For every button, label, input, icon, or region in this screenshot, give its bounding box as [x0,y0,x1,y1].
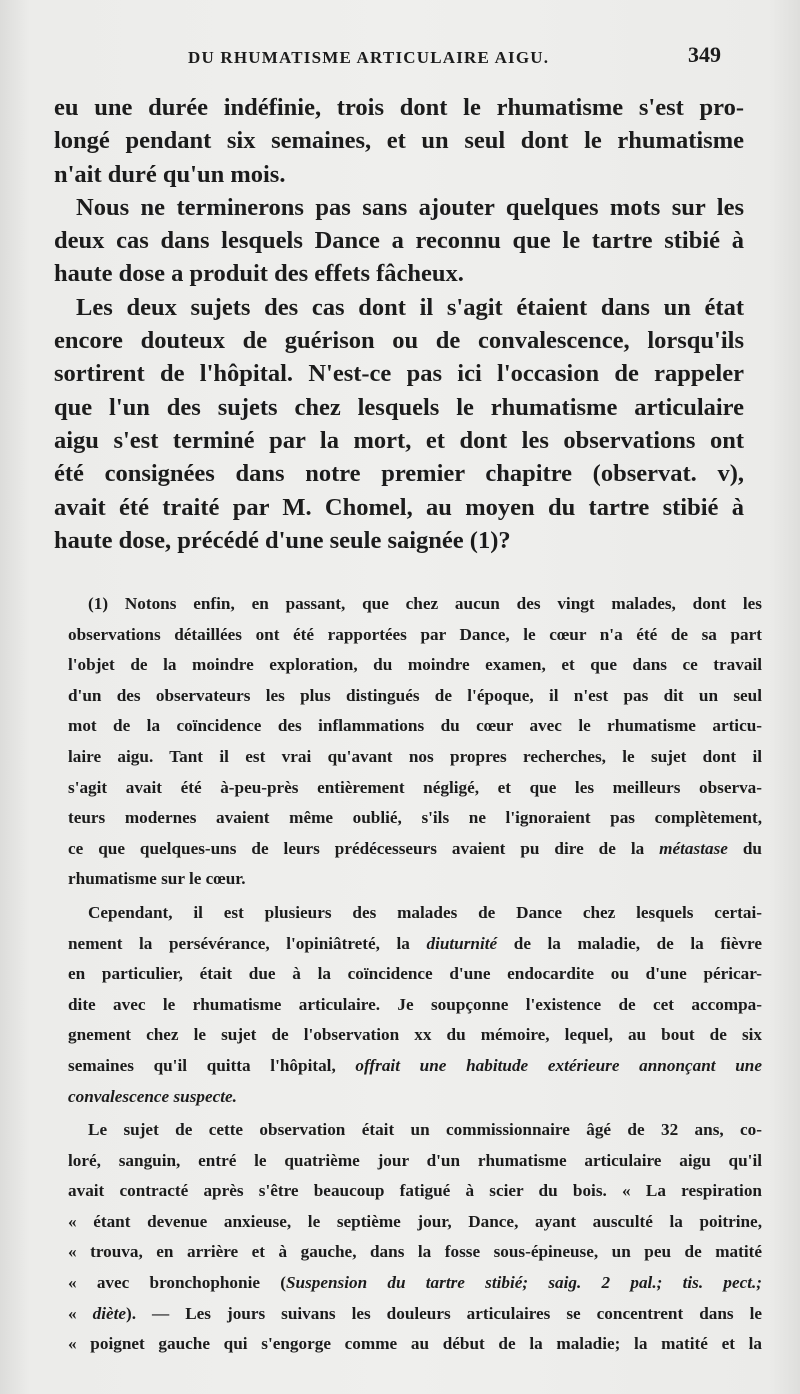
footnote-line: rhumatisme sur le cœur. [68,869,246,889]
text-line: encore douteux de guérison ou de convalescence, lorsqu'ils [54,327,744,355]
text-line: aigu s'est terminé par la mort, et dont les observations ont [54,426,744,454]
text-line: deux cas dans lesquels Dance a reconnu que le tartre stibié à [54,227,744,255]
footnote-text: de la maladie, de la fièvre [497,933,762,953]
footnote-line: « étant devenue anxieuse, le septième jour, Dance, ayant ausculté la poitrine, [68,1211,762,1231]
text-line: Les deux sujets des cas dont il s'agit étaient dans un état [76,293,744,321]
footnote [68,594,762,1365]
footnote-line: laire aigu. Tant il est vrai qu'avant nos propres recherches, le sujet dont il [68,746,762,766]
footnote-line: l'objet de la moindre exploration, du moindre examen, et que dans ce travail [68,655,762,675]
footnote-line: mot de la coïncidence des inflammations du cœur avec le rhumatisme articu- [68,716,762,736]
text-line: que l'un des sujets chez lesquels le rhumatisme articulaire [54,393,744,421]
footnote-line [68,1087,762,1118]
footnote-text: ce que quelques-uns de leurs prédécesseurs avaient pu dire de la [68,838,660,858]
text-line: longé pendant six semaines, et un seul dont le rhumatisme [54,127,744,155]
footnote-text: nement la persévérance, l'opiniâtreté, la [68,933,427,953]
footnote-line: « trouva, en arrière et à gauche, dans la fosse sous-épineuse, un peu de matité [68,1242,762,1262]
text-line: avait été traité par M. Chomel, au moyen du tartre stibié à [54,493,744,521]
text-line: haute dose a produit des effets fâcheux. [54,260,464,288]
footnote-line: Cependant, il est plusieurs des malades de Dance chez lesquels certai- [88,902,762,922]
footnote-line: en particulier, était due à la coïncidence d'une endocardite ou d'une péricar- [68,964,762,984]
footnote-text: du [727,838,762,858]
text-line: n'ait duré qu'un mois. [54,160,286,188]
footnote-text: « [68,1303,93,1323]
footnote-line: teurs modernes avaient même oublié, s'ils ne l'ignoraient pas complètement, [68,808,762,828]
footnote-text: semaines qu'il quitta l'hôpital, [68,1055,356,1075]
footnote-line: « poignet gauche qui s'engorge comme au début de la maladie; la matité et la [68,1334,762,1354]
footnote-italic: offrait une habitude extérieure annonçant une [355,1055,762,1075]
footnote-italic: Suspension du tartre stibié; saig. 2 pal.; tis. pect.; [285,1273,762,1293]
text-line: été consignées dans notre premier chapitre (observat. v), [54,460,744,488]
footnote-text: ). — Les jours suivans les douleurs articulaires se concentrent dans le [126,1303,762,1323]
text-line: eu une durée indéfinie, trois dont le rhumatisme s'est pro- [54,94,744,121]
text-line: Nous ne terminerons pas sans ajouter quelques mots sur les [76,193,744,221]
footnote-italic: diuturnité [426,933,498,953]
footnote-line: avait contracté après s'être beaucoup fatigué à scier du bois. « La respiration [68,1181,762,1201]
footnote-italic: diète [92,1303,126,1323]
text-line: haute dose, précédé d'une seule saignée (1)? [54,526,511,554]
footnote-line: observations détaillées ont été rapportées par Dance, le cœur n'a été de sa part [68,624,762,644]
footnote-italic: convalescence suspecte. [68,1086,237,1106]
footnote-line: d'un des observateurs les plus distingués de l'époque, il n'est pas dit un seul [68,685,762,705]
footnote-line: gnement chez le sujet de l'observation xx du mémoire, lequel, au bout de six [68,1025,762,1045]
page-header [0,42,800,74]
footnote-line: s'agit avait été à-peu-près entièrement négligé, et que les meilleurs observa- [68,777,762,797]
footnote-line [68,1273,762,1304]
footnote-line: (1) Notons enfin, en passant, que chez aucun des vingt malades, dont les [88,594,762,613]
page-number: 349 [688,42,721,67]
running-title: DU RHUMATISME ARTICULAIRE AIGU. [188,48,550,67]
footnote-line [68,839,762,870]
footnote-line: Le sujet de cette observation était un commissionnaire âgé de 32 ans, co- [88,1120,762,1140]
footnote-line [68,1304,762,1335]
text-line: sortirent de l'hôpital. N'est-ce pas ici l'occasion de rappeler [54,360,744,388]
footnote-line [68,1056,762,1087]
footnote-text: « avec bronchophonie ( [68,1273,286,1293]
footnote-italic: métastase [659,838,728,858]
footnote-line: dite avec le rhumatisme articulaire. Je soupçonne l'existence de cet accompa- [68,994,762,1014]
footnote-line: loré, sanguin, entré le quatrième jour d'un rhumatisme articulaire aigu qu'il [68,1150,762,1170]
footnote-line [68,934,762,965]
main-text [54,94,744,560]
